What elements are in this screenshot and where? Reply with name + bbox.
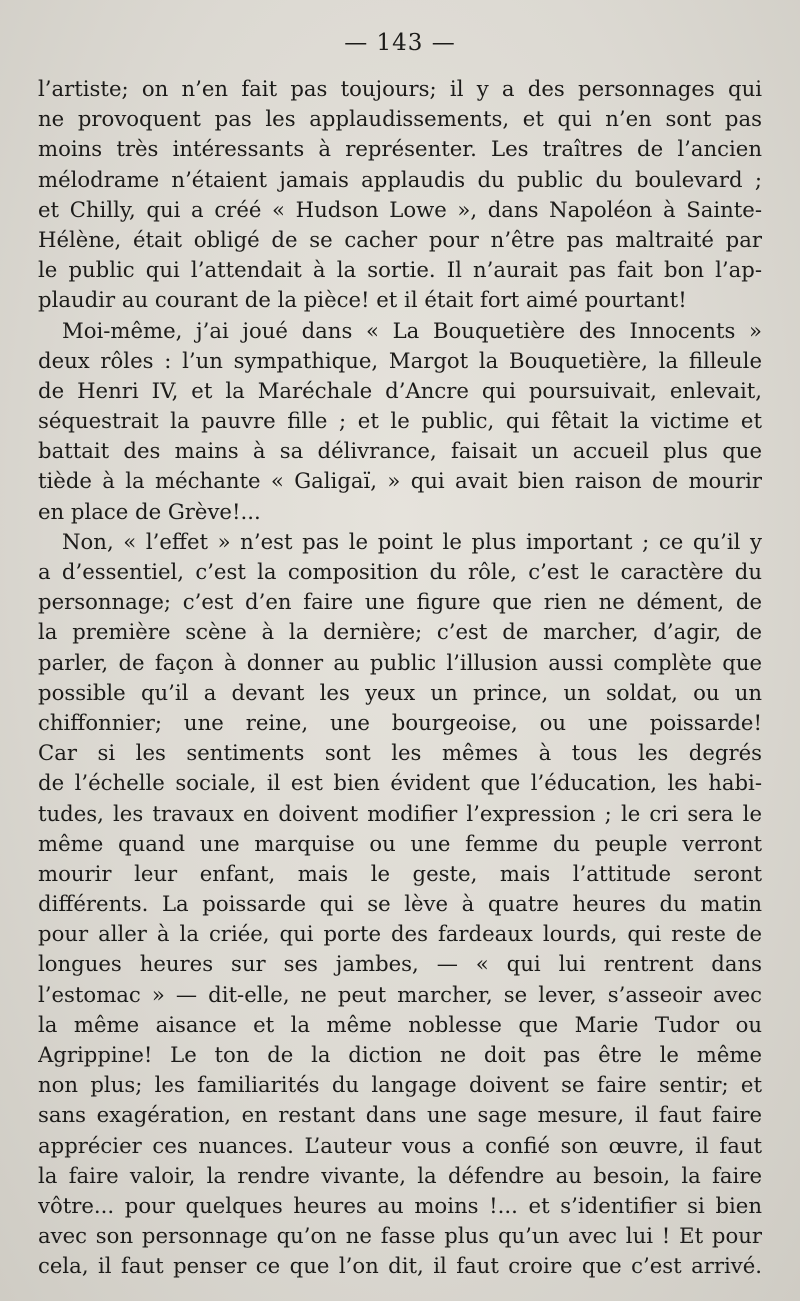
text-line: longues heures sur ses jambes, — « qui lui rentrent dans xyxy=(38,951,762,977)
text-line: pour aller à la criée, qui porte des fardeaux lourds, qui reste de xyxy=(38,921,762,947)
text-line: avec son personnage qu’on ne fasse plus qu’un avec lui ! Et pour xyxy=(38,1223,762,1249)
text-line: plaudir au courant de la pièce! et il était fort aimé pourtant! xyxy=(38,287,687,313)
text-line: non plus; les familiarités du langage doivent se faire sentir; et xyxy=(38,1072,762,1098)
text-line: Moi-même, j’ai joué dans « La Bouquetière des Innocents » xyxy=(62,317,762,343)
text-line: de l’échelle sociale, il est bien évident que l’éducation, les habi- xyxy=(38,770,762,796)
text-line: Car si les sentiments sont les mêmes à tous les degrés xyxy=(38,740,762,766)
body-text xyxy=(38,74,762,1282)
text-line: tudes, les travaux en doivent modifier l’expression ; le cri sera le xyxy=(38,800,762,826)
text-line: la première scène à la dernière; c’est de marcher, d’agir, de xyxy=(38,619,762,645)
text-line: vôtre... pour quelques heures au moins !... et s’identifier si bien xyxy=(38,1192,762,1218)
text-line: sans exagération, en restant dans une sage mesure, il faut faire xyxy=(38,1102,762,1128)
text-line: parler, de façon à donner au public l’illusion aussi complète que xyxy=(38,649,762,675)
text-line: moins très intéressants à représenter. Les traîtres de l’ancien xyxy=(38,136,762,162)
text-line: différents. La poissarde qui se lève à quatre heures du matin xyxy=(38,891,762,917)
text-line: cela, il faut penser ce que l’on dit, il faut croire que c’est arrivé. xyxy=(38,1253,762,1279)
text-line: la même aisance et la même noblesse que Marie Tudor ou xyxy=(38,1011,762,1037)
text-line: mourir leur enfant, mais le geste, mais l’attitude seront xyxy=(38,860,762,886)
text-line: Non, « l’effet » n’est pas le point le plus important ; ce qu’il y xyxy=(62,528,762,554)
text-line: séquestrait la pauvre fille ; et le public, qui fêtait la victime et xyxy=(38,408,762,434)
text-line: l’estomac » — dit-elle, ne peut marcher, se lever, s’asseoir avec xyxy=(38,981,762,1007)
text-line: deux rôles : l’un sympathique, Margot la Bouquetière, la filleule xyxy=(38,347,762,373)
text-line: Hélène, était obligé de se cacher pour n’être pas maltraité par xyxy=(38,226,762,252)
text-line: en place de Grève!... xyxy=(38,498,261,524)
text-line: la faire valoir, la rendre vivante, la défendre au besoin, la faire xyxy=(38,1162,762,1188)
text-line: mélodrame n’étaient jamais applaudis du public du boulevard ; xyxy=(38,166,762,192)
text-line: apprécier ces nuances. L’auteur vous a confié son œuvre, il faut xyxy=(38,1132,762,1158)
text-line: même quand une marquise ou une femme du peuple verront xyxy=(38,830,762,856)
text-line: et Chilly, qui a créé « Hudson Lowe », dans Napoléon à Sainte- xyxy=(38,196,762,222)
text-line: personnage; c’est d’en faire une figure que rien ne dément, de xyxy=(38,589,762,615)
text-line: possible qu’il a devant les yeux un prince, un soldat, ou un xyxy=(38,679,762,705)
text-line: l’artiste; on n’en fait pas toujours; il y a des personnages qui xyxy=(38,76,762,101)
text-line: ne provoquent pas les applaudissements, et qui n’en sont pas xyxy=(38,106,762,132)
text-line: chiffonnier; une reine, une bourgeoise, ou une poissarde! xyxy=(38,709,762,735)
text-line: de Henri IV, et la Maréchale d’Ancre qui poursuivait, enlevait, xyxy=(38,377,762,403)
text-line: a d’essentiel, c’est la composition du rôle, c’est le caractère du xyxy=(38,559,762,584)
text-line: tiède à la méchante « Galigaï, » qui avait bien raison de mourir xyxy=(38,468,762,494)
page-number: — 143 — xyxy=(344,30,456,56)
text-line: le public qui l’attendait à la sortie. Il n’aurait pas fait bon l’ap- xyxy=(38,257,762,283)
text-line: Agrippine! Le ton de la diction ne doit pas être le même xyxy=(38,1042,762,1067)
text-line: battait des mains à sa délivrance, faisait un accueil plus que xyxy=(38,438,762,464)
